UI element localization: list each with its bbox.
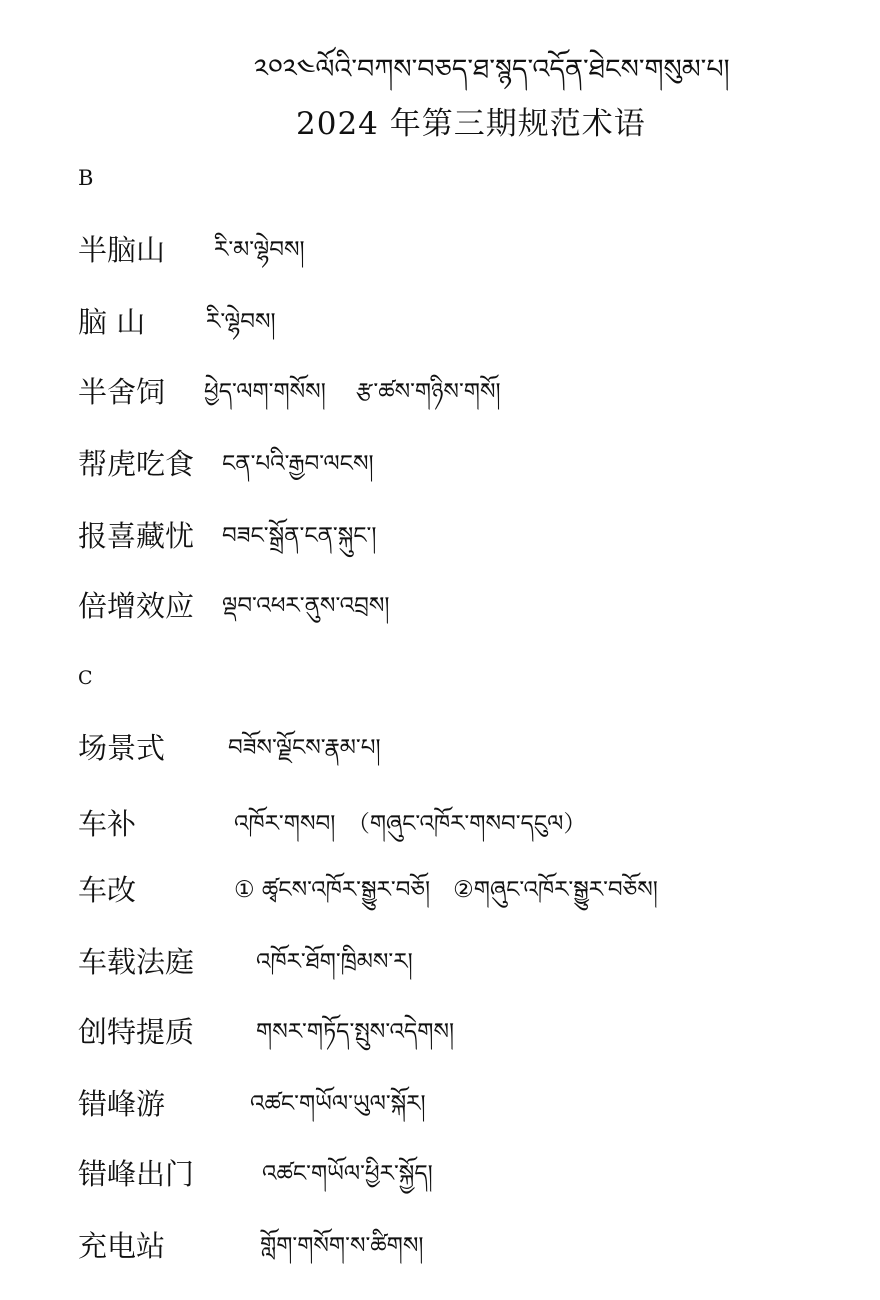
- term-chinese: 脑 山: [78, 305, 146, 339]
- term-entry: [78, 1010, 858, 1054]
- term-chinese: 车补: [78, 807, 137, 841]
- term-entry: [78, 228, 858, 272]
- term-entry: [78, 442, 858, 486]
- term-entry: [78, 584, 858, 628]
- title-tibetan: ༢༠༢༤ལོའི་བཀས་བཅད་ཐ་སྙད་འདོན་ཐེངས་གསུམ་པ།: [254, 54, 730, 85]
- term-tibetan: འཚང་གཡོལ་ཡུལ་སྐོར།: [250, 1091, 426, 1117]
- term-chinese: 倍增效应: [78, 589, 195, 623]
- section-letter-c: C: [78, 667, 93, 689]
- term-tibetan: བཟང་སྒྲོན་ངན་སྐུང་།: [222, 523, 377, 549]
- term-chinese: 半舍饲: [78, 375, 166, 409]
- term-tibetan: འཁོར་ཐོག་ཁྲིམས་ར།: [256, 949, 413, 975]
- term-tibetan: ① ཚྭངས་འཁོར་སྒྱུར་བཅོ། ②གཞུང་འཁོར་སྒྱུར་བཅོས།: [234, 877, 658, 903]
- term-tibetan: འཚང་གཡོལ་ཕྱིར་སྐྱོད།: [262, 1161, 433, 1187]
- term-chinese: 报喜藏忧: [78, 519, 195, 553]
- term-entry: [78, 1224, 858, 1268]
- term-entry: [78, 726, 858, 770]
- term-entry: [78, 1152, 858, 1196]
- term-entry: [78, 802, 858, 846]
- term-chinese: 创特提质: [78, 1015, 195, 1049]
- title-chinese: 2024 年第三期规范术语: [296, 106, 646, 142]
- term-chinese: 半脑山: [78, 233, 166, 267]
- term-entry: [78, 940, 858, 984]
- term-tibetan: གློག་གསོག་ས་ཚིགས།: [260, 1233, 424, 1259]
- term-chinese: 车改: [78, 873, 137, 907]
- term-chinese: 充电站: [78, 1229, 166, 1263]
- term-tibetan: ལྡབ་འཕར་ནུས་འབྲས།: [222, 593, 390, 619]
- term-entry: [78, 370, 858, 414]
- term-entry: [78, 300, 858, 344]
- term-entry: [78, 1082, 858, 1126]
- term-tibetan: གསར་གཏོད་སྤུས་འདེགས།: [256, 1019, 455, 1045]
- term-tibetan: རི་མ་ལྷེབས།: [214, 237, 305, 263]
- term-tibetan: ངན་པའི་རྒྱབ་ལངས།: [222, 451, 374, 477]
- term-chinese: 错峰出门: [78, 1157, 195, 1191]
- section-letter-b: B: [78, 166, 94, 190]
- term-chinese: 错峰游: [78, 1087, 166, 1121]
- term-tibetan: འཁོར་གསབ། （གཞུང་འཁོར་གསབ་དངུལ）: [234, 811, 587, 837]
- term-entry: [78, 868, 858, 912]
- term-entry: [78, 514, 858, 558]
- term-chinese: 帮虎吃食: [78, 447, 195, 481]
- term-tibetan: རི་ལྷེབས།: [206, 309, 276, 335]
- term-chinese: 车载法庭: [78, 945, 195, 979]
- term-tibetan: བཟོས་ལྗོངས་རྣམ་པ།: [228, 735, 381, 761]
- term-tibetan: ཕྱེད་ལག་གསོས། རྩ་ཚས་གཉིས་གསོ།: [204, 379, 501, 405]
- term-chinese: 场景式: [78, 731, 166, 765]
